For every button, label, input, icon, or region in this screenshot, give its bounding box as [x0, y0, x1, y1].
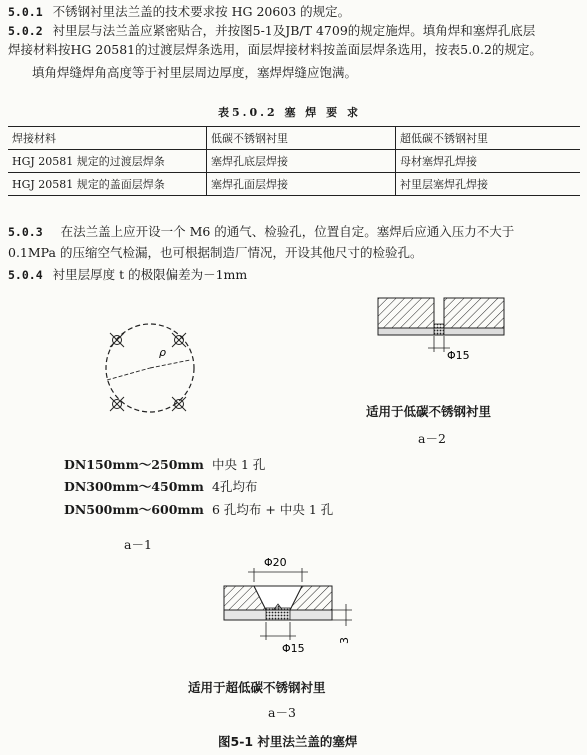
table-caption: 表5.0.2 塞 焊 要 求: [218, 106, 361, 119]
subfigure-label: a－1: [124, 537, 152, 552]
table-header-row: [8, 127, 580, 150]
clause-text: 不锈钢衬里法兰盖的技术要求按 HG 20603 的规定。: [52, 4, 351, 19]
low-carbon-weld-section-diagram: [370, 290, 510, 370]
clause-text-line: 0.1MPa 的压缩空气检漏，也可根据制造厂情况，开设其他尺寸的检验孔。: [8, 245, 423, 260]
rho-label: ρ: [159, 346, 166, 359]
clause-text-line: 衬里层与法兰盖应紧密贴合，并按图5-1及JB/T 4709的规定施焊。填角焊和塞焊孔底层: [52, 23, 536, 38]
column-header: 焊接材料: [8, 127, 207, 150]
clause-text-line: 在法兰盖上应开设一个 M6 的通气、检验孔，位置自定。塞焊后应通入压力不大于: [60, 224, 515, 239]
figure-title: 图5-1 衬里法兰盖的塞焊: [218, 734, 358, 749]
dimension-label: Φ20: [264, 556, 287, 569]
spec-desc: 6 孔均布 + 中央 1 孔: [212, 502, 334, 517]
subfigure-label: a－3: [268, 705, 296, 720]
figure-caption: 适用于超低碳不锈钢衬里: [188, 680, 326, 695]
spec-dn: DN500mm～600mm: [64, 502, 204, 517]
table-cell: HGJ 20581 规定的过渡层焊条: [8, 150, 207, 173]
table-row: [8, 173, 580, 196]
spec-desc: 中央 1 孔: [212, 457, 266, 472]
column-header: 低碳不锈钢衬里: [207, 127, 396, 150]
clause-text-line: 填角焊缝焊角高度等于衬里层周边厚度，塞焊焊缝应饱满。: [32, 65, 358, 80]
clause-5-0-1: [8, 2, 350, 22]
table-cell: 衬里层塞焊孔焊接: [396, 173, 581, 196]
column-header: 超低碳不锈钢衬里: [396, 127, 581, 150]
table-cell: 塞焊孔底层焊接: [207, 150, 396, 173]
dimension-label: Φ15: [282, 642, 305, 655]
clause-text: 衬里层厚度 t 的极限偏差为－1mm: [52, 267, 248, 282]
clause-5-0-2: [8, 21, 535, 41]
dimension-label: 3: [338, 637, 351, 644]
subfigure-label: a－2: [418, 431, 446, 446]
clause-number: 5.0.2: [8, 24, 43, 38]
clause-text-line: 焊接材料按HG 20581的过渡层焊条选用，面层焊接材料按盖面层焊条选用，按表5.0.2的规定。: [8, 42, 542, 57]
weld-requirements-table: [8, 126, 580, 196]
figure-caption: 适用于低碳不锈钢衬里: [366, 404, 492, 419]
ultra-low-carbon-weld-section-diagram: [214, 548, 364, 656]
table-cell: 母材塞焊孔焊接: [396, 150, 581, 173]
clause-number: 5.0.4: [8, 268, 43, 282]
clause-number: 5.0.1: [8, 5, 43, 19]
clause-number: 5.0.3: [8, 225, 43, 239]
table-row: [8, 150, 580, 173]
clause-5-0-3: [8, 222, 514, 242]
dimension-label: Φ15: [447, 349, 470, 362]
table-cell: 塞焊孔面层焊接: [207, 173, 396, 196]
spec-desc: 4孔均布: [212, 479, 258, 494]
flange-hole-layout-diagram: [95, 318, 205, 418]
spec-dn: DN150mm～250mm: [64, 457, 204, 472]
table-cell: HGJ 20581 规定的盖面层焊条: [8, 173, 207, 196]
clause-5-0-4: [8, 265, 247, 285]
spec-dn: DN300mm～450mm: [64, 479, 204, 494]
